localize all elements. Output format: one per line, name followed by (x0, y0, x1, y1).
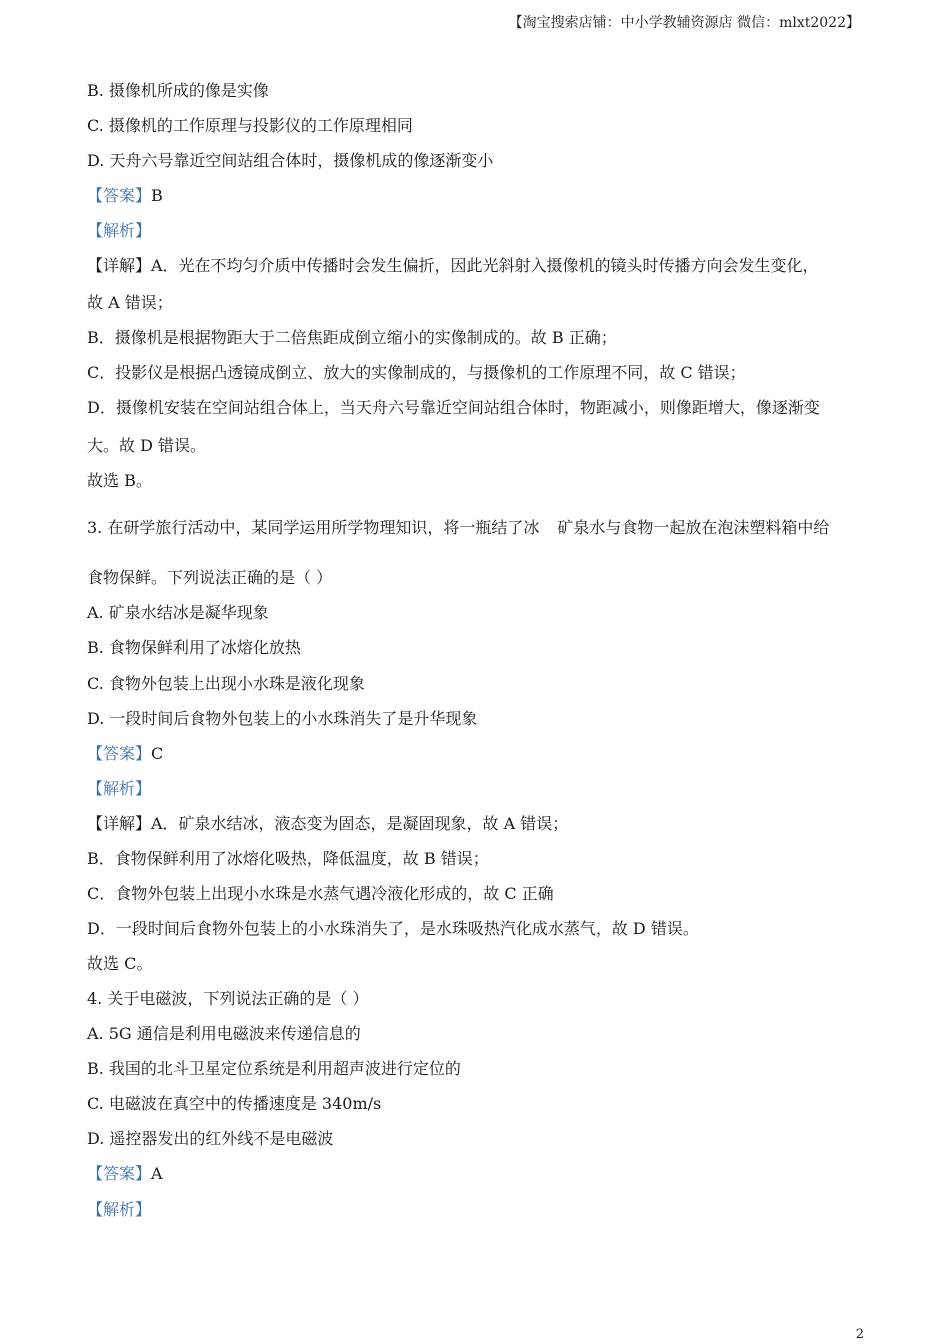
q3-option-a: A. 矿泉水结冰是凝华现象 (87, 603, 269, 622)
q2-detail-a: 【详解】A．光在不均匀介质中传播时会发生偏折，因此光斜射入摄像机的镜头时传播方向会发生变化， (87, 256, 819, 275)
answer-value: A (151, 1164, 163, 1183)
q2-detail-b: B．摄像机是根据物距大于二倍焦距成倒立缩小的实像制成的。故 B 正确； (87, 328, 617, 347)
q3-option-b: B. 食物保鲜利用了冰熔化放热 (87, 638, 301, 657)
q3-option-c: C. 食物外包装上出现小水珠是液化现象 (87, 674, 365, 693)
q3-detail-c: C．食物外包装上出现小水珠是水蒸气遇冷液化形成的，故 C 正确 (87, 884, 554, 903)
answer-value: C (151, 744, 164, 763)
q3-stem-part2: 矿泉水与食物一起放在泡沫塑料箱中给 (557, 518, 830, 537)
q4-answer (87, 1163, 867, 1185)
q3-stem-cont: 食物保鲜。下列说法正确的是（ ） (87, 568, 333, 587)
q4-analysis-tag: 【解析】 (87, 1200, 152, 1219)
q2-option-d: D. 天舟六号靠近空间站组合体时，摄像机成的像逐渐变小 (87, 151, 494, 170)
q2-conclusion: 故选 B。 (87, 471, 152, 490)
q2-answer (87, 185, 867, 207)
q3-option-d: D. 一段时间后食物外包装上的小水珠消失了是升华现象 (87, 709, 478, 728)
q4-option-a: A. 5G 通信是利用电磁波来传递信息的 (87, 1024, 361, 1043)
page-number: 2 (855, 1327, 864, 1342)
q2-option-c: C. 摄像机的工作原理与投影仪的工作原理相同 (87, 116, 413, 135)
q3-stem (87, 517, 867, 539)
q4-option-c: C. 电磁波在真空中的传播速度是 340m/s (87, 1094, 382, 1113)
q4-option-b: B. 我国的北斗卫星定位系统是利用超声波进行定位的 (87, 1059, 461, 1078)
answer-value: B (151, 186, 163, 205)
q4-option-d: D. 遥控器发出的红外线不是电磁波 (87, 1129, 334, 1148)
answer-tag: 【答案】 (87, 1164, 152, 1183)
q3-analysis-tag: 【解析】 (87, 779, 152, 798)
q3-detail-d: D．一段时间后食物外包装上的小水珠消失了，是水珠吸热汽化成水蒸气，故 D 错误。 (87, 919, 699, 938)
page-header: 【淘宝搜索店铺：中小学教辅资源店 微信：mlxt2022】 (508, 15, 860, 31)
q2-detail-d-cont: 大。故 D 错误。 (87, 436, 207, 455)
q3-detail-b: B．食物保鲜利用了冰熔化吸热，降低温度，故 B 错误； (87, 849, 489, 868)
q4-stem: 4. 关于电磁波，下列说法正确的是（ ） (87, 989, 369, 1008)
q2-detail-d: D．摄像机安装在空间站组合体上，当天舟六号靠近空间站组合体时，物距减小，则像距增大，像逐渐变 (87, 398, 820, 417)
q3-answer (87, 743, 867, 765)
q2-detail-a-cont: 故 A 错误； (87, 293, 173, 312)
q3-stem-part1: 3. 在研学旅行活动中，某同学运用所学物理知识，将一瓶结了冰 (87, 518, 540, 537)
q2-option-b: B. 摄像机所成的像是实像 (87, 81, 269, 100)
q2-detail-c: C．投影仪是根据凸透镜成倒立、放大的实像制成的，与摄像机的工作原理不同，故 C 错误； (87, 363, 746, 382)
q3-detail-a: 【详解】A．矿泉水结冰，液态变为固态，是凝固现象，故 A 错误； (87, 814, 569, 833)
q3-conclusion: 故选 C。 (87, 954, 153, 973)
answer-tag: 【答案】 (87, 744, 152, 763)
answer-tag: 【答案】 (87, 186, 152, 205)
q2-analysis-tag: 【解析】 (87, 221, 152, 240)
